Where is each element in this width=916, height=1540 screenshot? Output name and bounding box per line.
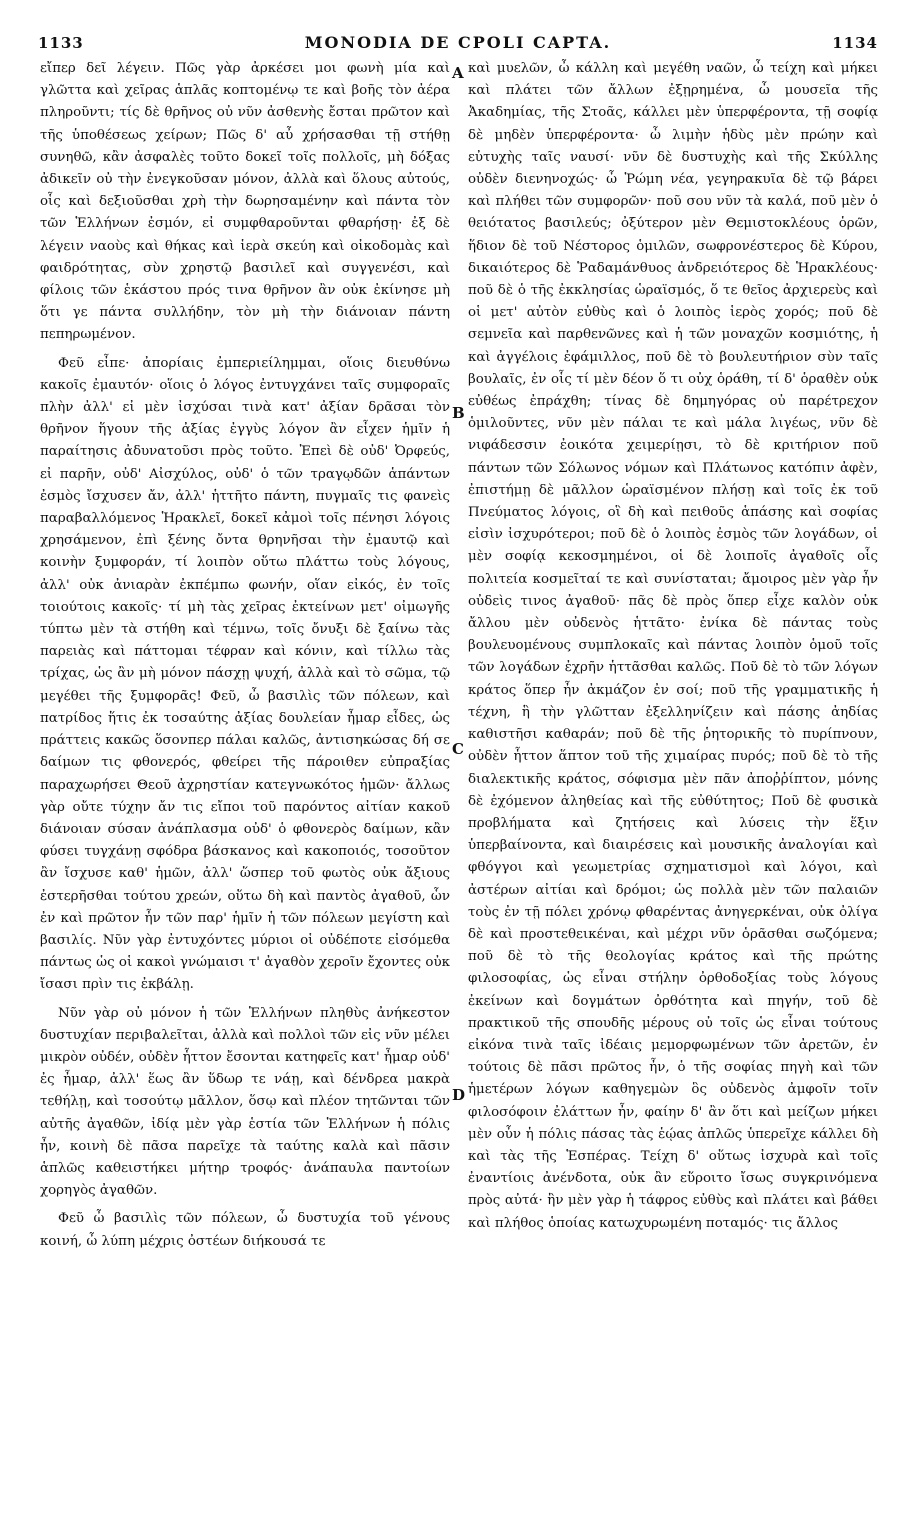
- page-number-right: 1134: [832, 34, 878, 52]
- page-number-left: 1133: [38, 34, 84, 52]
- margin-marker-a: A: [452, 64, 464, 82]
- right-column: [468, 58, 878, 1438]
- running-title: MONODIA DE CPOLI CAPTA.: [304, 33, 612, 52]
- left-column: [40, 58, 450, 1438]
- running-header: [38, 6, 878, 52]
- right-paragraph-1: καὶ μυελῶν, ὦ κάλλη καὶ μεγέθη ναῶν, ὦ τείχη καὶ μήκει καὶ πλάτει τῶν ἄλλων ἐξῃρημένα, ὦ μουσεῖα τῆς Ἀκαδημίας, τῆς Στοᾶς, κάλλει μὲν ὑπερφέροντα, τῇ σοφίᾳ δὲ μηδὲν ὑπερφέροντα· ὦ λιμὴν ἡδὺς μὲν πρώην καὶ εὐτυχὴς ταῖς ναυσί· νῦν δὲ δυστυχὴς καὶ τῆς Σκύλλης οὐδὲν διενηνοχώς· ὦ Ῥώμη νέα, γεγηρακυῖα δὲ τῷ βάρει καὶ πλήθει τῶν συμφορῶν· ποῦ σου νῦν τὰ καλά, ποῦ μὲν ὁ θειότατος βασιλεύς; ὀξύτερον μὲν Θεμιστοκλέους ὁρῶν, ἥδιον δὲ τοῦ Νέστορος ὁμιλῶν, σωφρονέστερος δὲ Κύρου, δικαιότερος δὲ Ῥαδαμάνθυος ἀνδρειότερος δὲ Ἡρακλέους· ποῦ δὲ ὁ τῆς ἐκκλησίας ὡραϊσμός, ὅ τε θεῖος ἀρχιερεὺς καὶ οἱ μετ' αὐτὸν εὐθὺς καὶ ὁ λοιπὸς ἱερὸς χορός; ποῦ δὲ σεμνεῖα καὶ παρθενῶνες καὶ ἡ τῶν μοναχῶν κοσμιότης, ἡ καὶ ἀγγέλοις ἐφάμιλλος, ποῦ δὲ τὸ βουλευτήριον σὺν ταῖς βουλαῖς, ἐν οἷς τί μὲν δέον ὅ τι οὐχ ὁράθη, τί δ' ὁραθὲν οὐκ εὐθέως ἐπράχθη; τίνας δὲ δημηγόρας οὐ παρέτρεχον ὁμιλοῦντες, νῦν μὲν πάλαι τε καὶ μάλα λιγέως, νῦν δὲ νιφάδεσσιν ἐοικότα χειμερίῃσι, τὸ δὲ κριτήριον ποῦ πάντων τῶν Σόλωνος νόμων καὶ Πλάτωνος κατόπιν ἀφὲν, ἐπιστήμῃ δὲ μᾶλλον ὡραϊσμένον πλήσῃ καὶ τοῖς ἐκ τοῦ Πνεύματος λόγοις, οἳ δὴ καὶ πειθοῦς ἁπάσης καὶ σοφίας εἰσὶν ἰσχυρότεροι; ποῦ δὲ ὁ λοιπὸς ἐσμὸς τῶν λογάδων, οἱ μὲν σοφίᾳ κεκοσμημένοι, οἱ δὲ λοιποῖς ἀγαθοῖς οἷς πολιτεία κοσμεῖταί τε καὶ συνίσταται; ἄμοιρος μὲν γὰρ ἦν οὐδεὶς τινος ἀγαθοῦ· πᾶς δὲ πρὸς ὅπερ εἶχε καλὸν οὐκ ἄλλου μὲν οὐδενὸς ἡττᾶτο· ἐνίκα δὲ πάντας τοὺς βουλευομένους συμπλοκαῖς καὶ πάντας λοιπὸν ὁμοῦ τοῖς τῶν λογάδων ἐχρῆν ἡττᾶσθαι καλῶς. Ποῦ δὲ τὸ τῶν λόγων κράτος ὅπερ ἦν ἀκμάζον ἐν σοί; ποῦ τῆς γραμματικῆς ἡ τέχνη, ἣ τὴν γλῶτταν ἐξελληνίζειν καὶ πάσης ἀηδίας καθιστῆσι καθαράν; ποῦ δὲ τῆς ῥητορικῆς τὸ πυρίπνουν, οὐδὲν ἧττον ἅπτον τοῦ τῆς χιμαίρας πυρός; ποῦ δὲ τὸ τῆς διαλεκτικῆς κράτος, σόφισμα μὲν πᾶν ἀποῤῥίπτον, μόνης δὲ ἐχόμενον ἀληθείας καὶ τῆς εὐθύτητος; Ποῦ δὲ φυσικὰ προβλήματα καὶ ζητήσεις καὶ λύσεις τὴν ἕξιν ὑπερβαίνοντα, καὶ διαιρέσεις καὶ μουσικῆς ἀναλογίαι καὶ φθόγγοι καὶ γεωμετρίας σχηματισμοὶ καὶ λόγοι, καὶ ἀστέρων αἰτίαι καὶ δρόμοι; ὡς πολλὰ μὲν τῶν παλαιῶν τοὺς ἐν τῇ πόλει χρόνῳ φθαρέντας ἀνηγερκέναι, οὐκ ὀλίγα δὲ καὶ προστεθεικέναι, καὶ μέχρι νῦν ὁρᾶσθαι σωζόμενα; ποῦ δὲ τὸ τῆς θεολογίας κράτος καὶ τῆς πρώτης φιλοσοφίας, ὡς εἶναι στήλην ὀρθοδοξίας τοὺς λόγους ἐκείνων καὶ δογμάτων ὀρθότητα καὶ πηγήν, τοῦ δὲ πρακτικοῦ τῆς σπουδῆς μέρους οὐ τοῖς ὡς εἶναι τούτους εἰκόνα τινὰ ταῖς ἰδέαις μεμορφωμένων τῶν ἀρετῶν, ἐν τούτοις δὲ πᾶσι πρῶτος ἦν, ὁ τῆς σοφίας πηγὴ καὶ τῶν ἡμετέρων λόγων καθηγεμὼν ὃς οὐδενὸς ἀμφοῖν τοῖν φιλοσόφοιν ἐλάττων ἦν, φαίην δ' ἂν ὅτι καὶ μείζων μήκει μὲν οὖν ἡ πόλις πάσας τὰς ἑῴας ἀπλῶς ὑπερεῖχε κάλλει δὴ καὶ τὰς τῆς Ἑσπέρας. Τείχη δ' οὕτως ἰσχυρὰ καὶ τοῖς ἐναντίοις ἀνένδοτα, οὐκ ἂν εὕροιτο ἴσως συγκρινόμενα πρὸς αὐτά· ἣν μὲν γὰρ ἡ τάφρος εὐθὺς καὶ πλάτει καὶ βάθει καὶ πλήθος ὁποίας κατωχυρωμένη ποταμός· τις ἄλλος: [468, 61, 878, 1231]
- margin-marker-d: D: [452, 1086, 466, 1104]
- left-paragraph-1: εἴπερ δεῖ λέγειν. Πῶς γὰρ ἀρκέσει μοι φωνὴ μία καὶ γλῶττα καὶ χεῖρας ἁπλᾶς κοπτομένῳ τε καὶ βοῆς τὸν ἀέρα πληροῦντι; τίς δὲ θρῆνος οὐ νῦν ἀσθενὴς ἔσται πρῶτον καὶ τῆς ὑποθέσεως χείρων; Πῶς δ' αὖ χρήσασθαι τῇ στήθῃ συνηθῶ, κἂν ἀσφαλὲς τοῦτο δοκεῖ τοῖς πολλοῖς, μὴ δόξας ἀδικεῖν οὐ τὴν ἐνεγκοῦσαν μόνον, ἀλλὰ καὶ ὅλους αὐτούς, οἷς καὶ δεξιοῦσθαι χρὴ τὴν δωρησαμένην καὶ πάντα τὸν τῶν Ἑλλήνων ἐσμόν, εἰ συμφθαροῦνται φθαρήσῃ· ἐξ δὲ λέγειν ναοὺς καὶ θήκας καὶ ἱερὰ σκεύη καὶ οἰκοδομὰς καὶ φαιδρότητας, σὺν χρηστῷ βασιλεῖ καὶ συγγενέσι, καὶ φίλοις τῶν ἑκάστου πρός τινα θρῆνον ἂν οὐκ ἐκίνησε μὴ ὅτι γε πάντα συλλήδην, τὸν μὴ τὴν διάνοιαν πάντη πεπηρωμένον.: [40, 61, 450, 343]
- margin-marker-b: B: [452, 404, 465, 422]
- left-paragraph-4: Φεῦ ὦ βασιλὶς τῶν πόλεων, ὦ δυστυχία τοῦ γένους κοινή, ὦ λύπη μέχρις ὀστέων διήκουσά τε: [40, 1211, 450, 1249]
- left-paragraph-3: Νῦν γὰρ οὐ μόνον ἡ τῶν Ἑλλήνων πληθὺς ἀνήκεστον δυστυχίαν περιβαλεῖται, ἀλλὰ καὶ πολλοὶ τῶν εἰς νῦν μέλει μικρὸν οὐδέν, οὐδὲν ἧττον ἔσονται κατηφεῖς κατ' ἦμαρ οὐδ' ἐς ἦμαρ, ἀλλ' ἕως ἂν ὕδωρ τε νάῃ, καὶ δένδρεα μακρὰ τεθήλῃ, καὶ τοσούτῳ μᾶλλον, ὅσῳ καὶ πλέον τητῶνται τῶν αὐτῆς ἀγαθῶν, ἰδίᾳ μὲν γὰρ ἑστία τῶν Ἑλλήνων ἡ πόλις ἦν, κοινὴ δὲ πᾶσα παρεῖχε τὰ ταύτης καλὰ καὶ πᾶσιν ἁπλῶς καθειστήκει μήτηρ τροφός· ἀνάπαυλα παντοίων χορηγὸς ἀγαθῶν.: [40, 1005, 450, 1199]
- margin-marker-c: C: [452, 740, 464, 758]
- left-paragraph-2: Φεῦ εἶπε· ἀπορίαις ἐμπεριείλημμαι, οἵοις διευθύνω κακοῖς ἐμαυτόν· οἵοις ὁ λόγος ἐντυγχάνει ταῖς συμφοραῖς πλὴν ἀλλ' εἰ μὲν ἰσχύσαι τινὰ κατ' ἀξίαν δρᾶσαι τὸν θρῆνον ἥγουν τῆς ἀξίας ἐγγὺς λόγον ἂν εἶχεν ἡμῖν ἡ παραίτησις ἀδυνατοῦσι πρὸς τοῦτο. Ἐπεὶ δὲ οὐδ' Ὀρφεύς, εἰ παρῆν, οὐδ' Αἰσχύλος, οὐδ' ὁ τῶν τραγῳδῶν ἁπάντων ἐσμὸς ἴσχυσεν ἄν, ἀλλ' ἡττῆτο πάντη, πυγμαῖς τις φανεὶς παραβαλλόμενος Ἡρακλεῖ, δοκεῖ κἀμοὶ τοῖς πένησι λόγοις χρησάμενον, ἐπὶ ξένης ὄντα θρηνῆσαι τὴν ἐμαυτῷ καὶ κοινὴν ξυμφοράν, τί λοιπὸν οὕτω πλάττω τοὺς λόγους, ἀλλ' οὐκ ἀνιαρὰν ἐκπέμπω φωνήν, οἵαν εἰκός, ἐν τοῖς τοιούτοις κακοῖς· τί μὴ τὰς χεῖρας ἐκτείνων μετ' οἰμωγῆς τύπτω μὲν τὰ στήθη καὶ τέμνω, τοῖς ὄνυξι δὲ ξαίνω τὰς παρειὰς καὶ πάττομαι τέφραν καὶ κόνιν, καὶ τίλλω τὰς τρίχας, ὡς ἂν μὴ μόνον πάσχῃ ψυχή, ἀλλὰ καὶ τὸ σῶμα, τῷ μεγέθει τῆς ξυμφορᾶς! Φεῦ, ὦ βασιλὶς τῶν πόλεων, καὶ πατρίδος ἥτις ἐκ τοσαύτης ἀξίας δουλείαν ἦμαρ εἶδες, ὡς πράττεις κακῶς ὅσονπερ πάλαι καλῶς, ἀντισηκώσας δή σε δαίμων τις φθονερός, φθείρει τῆς πάροιθεν εὐπραξίας παραχωρήσει Θεοῦ ἀχρηστίαν κατεγνωκότος ἡμῶν· ἄλλως γὰρ οὔτε τύχην ἄν τις εἴποι τοῦ παρόντος αἰτίαν κακοῦ διάνοιαν σύσαν ἀνάπλασμα οὐδ' ὁ φθονερὸς δαίμων, κἂν φύσει τυγχάνῃ σφόδρα βάσκανος καὶ κακοποιός, τοσοῦτον ἂν ἴσχυσε καθ' ἡμῶν, ἀλλ' ὥσπερ τοῦ φωτὸς οὐκ ἄξιους ἐστερῆσθαι τούτου χρεών, οὕτω δὴ καὶ παντὸς ἀγαθοῦ, ὧν ἐν καὶ πρῶτον ἦν τῶν παρ' ἡμῖν ἡ τῶν πόλεων μεγίστη καὶ βασιλίς. Νῦν γὰρ ἐντυχόντες μύριοι οἱ οὐδέποτε εἰσόμεθα πάντως ὡς οἱ κακοὶ γνώμαισι τ' ἀγαθὸν χεροῖν ἔχοντες οὐκ ἴσασι πρὶν τις ἐκβάλῃ.: [40, 355, 450, 993]
